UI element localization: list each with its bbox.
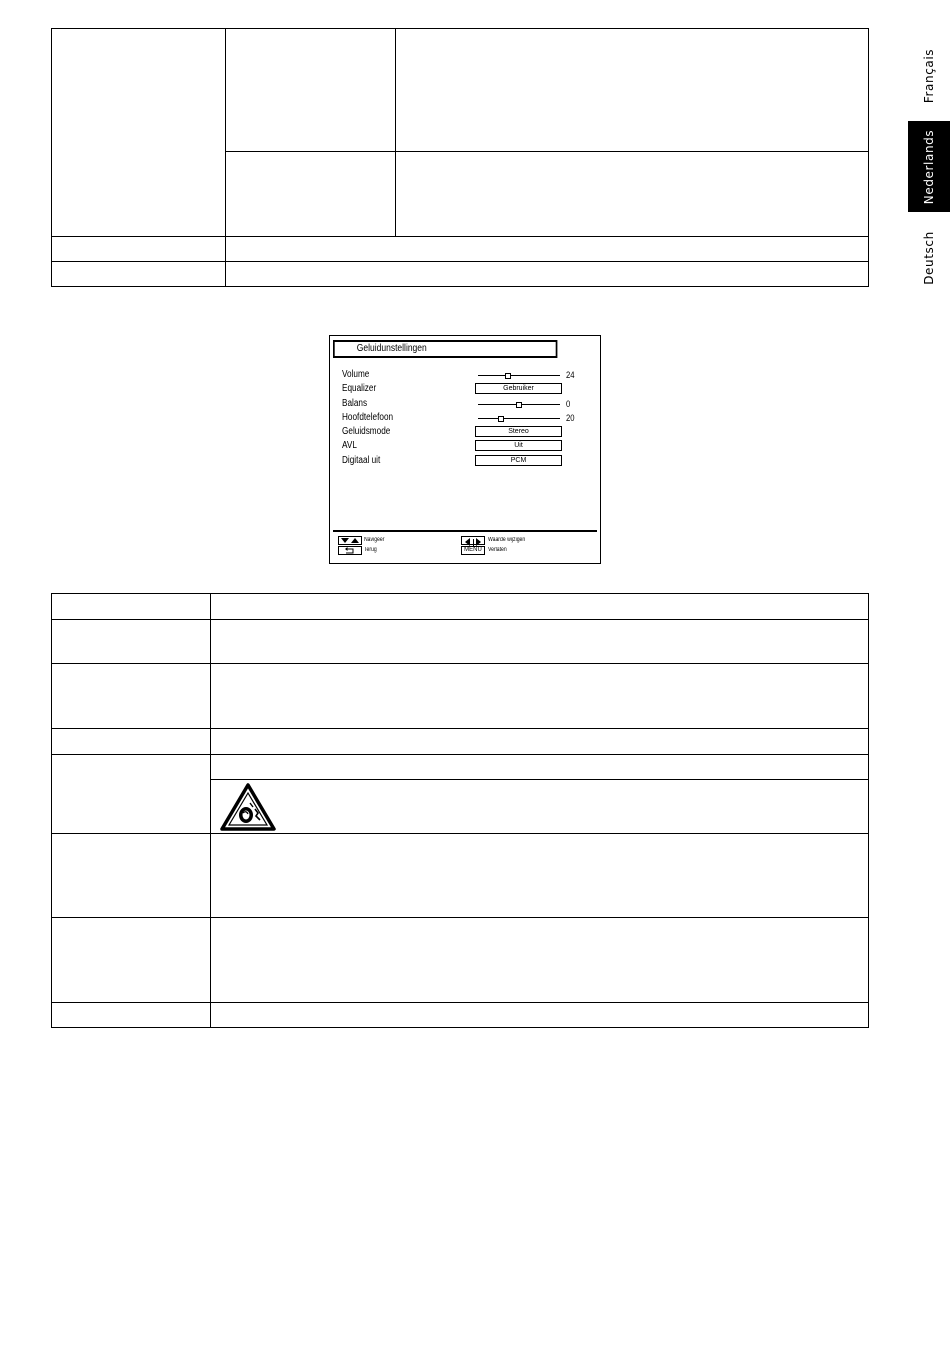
sound-settings-menu xyxy=(329,335,601,564)
arrow-up-icon xyxy=(351,538,359,543)
table-divider xyxy=(51,236,869,237)
table-divider xyxy=(51,261,869,262)
language-tab-nederlands[interactable] xyxy=(908,121,950,212)
menu-row-value: 20 xyxy=(566,413,575,423)
up-down-keys xyxy=(338,536,362,545)
menu-row-label: Geluidsmode xyxy=(342,426,391,437)
language-tab-francais[interactable] xyxy=(908,40,950,112)
slider-knob[interactable] xyxy=(498,416,504,422)
menu-row-label: Hoofdtelefoon xyxy=(342,412,394,423)
arrow-down-icon xyxy=(341,538,349,543)
sound-mode-value-box[interactable]: Stereo xyxy=(475,426,562,437)
table-divider xyxy=(225,28,226,287)
table-divider xyxy=(395,28,396,236)
menu-row-digital-out[interactable] xyxy=(330,454,600,468)
menu-row-label: AVL xyxy=(342,440,357,451)
menu-row-avl[interactable] xyxy=(330,439,600,453)
language-tab-deutsch[interactable] xyxy=(908,222,950,294)
footer-navigate-text: Navigeer xyxy=(364,537,385,543)
slider-knob[interactable] xyxy=(505,373,511,379)
table-divider xyxy=(51,728,869,729)
arrow-right-icon xyxy=(476,538,481,546)
settings-table-top xyxy=(51,28,869,287)
menu-row-equalizer[interactable] xyxy=(330,382,600,396)
table-divider xyxy=(210,593,211,1028)
language-tab-label: Deutsch xyxy=(922,231,936,285)
table-divider xyxy=(210,779,869,780)
back-key xyxy=(338,546,362,555)
balance-slider[interactable] xyxy=(478,404,560,405)
digital-out-value-box[interactable]: PCM xyxy=(475,455,562,466)
table-divider xyxy=(51,754,869,755)
menu-row-label: Digitaal uit xyxy=(342,455,381,466)
table-divider xyxy=(51,917,869,918)
table-divider xyxy=(51,663,869,664)
menu-footer-divider xyxy=(333,530,597,532)
volume-slider[interactable] xyxy=(478,375,560,376)
footer-exit-text: Verlaten xyxy=(488,547,507,553)
menu-row-value: 0 xyxy=(566,399,571,409)
back-arrow-icon xyxy=(344,547,356,554)
left-right-keys xyxy=(461,536,485,545)
menu-row-label: Balans xyxy=(342,398,368,409)
menu-row-balance[interactable] xyxy=(330,397,600,411)
slider-knob[interactable] xyxy=(516,402,522,408)
table-divider xyxy=(51,1002,869,1003)
arrow-left-icon xyxy=(465,538,470,546)
menu-title: Geluidunstellingen xyxy=(333,340,557,358)
menu-row-headphone[interactable] xyxy=(330,411,600,425)
language-tab-label: Français xyxy=(922,48,937,104)
menu-key: MENU xyxy=(461,546,485,555)
table-divider xyxy=(51,833,869,834)
menu-row-sound-mode[interactable] xyxy=(330,425,600,439)
menu-row-label: Equalizer xyxy=(342,383,377,394)
menu-row-value: 24 xyxy=(566,370,575,380)
hearing-damage-warning-icon xyxy=(219,782,277,832)
language-tab-label: Nederlands xyxy=(922,129,936,204)
footer-back-text: Terug xyxy=(364,547,377,553)
table-divider xyxy=(225,151,869,152)
headphone-slider[interactable] xyxy=(478,418,560,419)
footer-change-value-text: Waarde wijzigen xyxy=(488,537,526,543)
equalizer-value-box[interactable]: Gebruiker xyxy=(475,383,562,394)
menu-row-label: Volume xyxy=(342,369,370,380)
menu-row-volume[interactable] xyxy=(330,368,600,382)
settings-table-bottom xyxy=(51,593,869,1028)
avl-value-box[interactable]: Uit xyxy=(475,440,562,451)
table-divider xyxy=(51,619,869,620)
